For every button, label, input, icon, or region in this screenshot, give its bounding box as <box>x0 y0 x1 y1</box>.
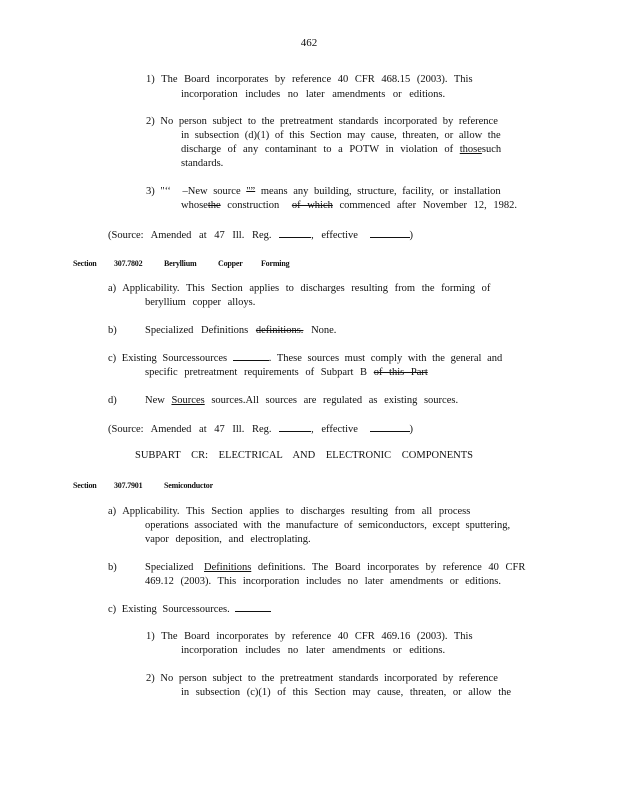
para-d2-line3 <box>181 143 501 157</box>
s2-c1-line1: 1) The Board incorporates by reference 40 CFR 469.16 (2003). This <box>146 631 473 642</box>
s2-b-label: b) <box>108 562 117 573</box>
s2-definitions-line2: 469.12 (2003). This incorporation includes no later amendments or editions. <box>145 576 501 587</box>
s2-existing-label: c) Existing Sourcessources. <box>108 604 230 615</box>
deleted-text-the: the <box>207 200 221 211</box>
para-d3-definition: means any building, structure, facility, or installation <box>260 186 501 197</box>
s2-definitions-pre: Specialized <box>145 562 194 573</box>
section-2-number: 307.7901 <box>114 481 143 490</box>
s1-existing-line1 <box>108 352 502 366</box>
source-note-1-prefix: (Source: Amended at 47 Ill. Reg. <box>108 230 272 241</box>
s1-existing-line2 <box>145 366 428 380</box>
s2-definitions-rest: definitions. The Board incorporates by reference 40 CFR <box>257 562 526 573</box>
s2-definitions-line1 <box>145 561 525 575</box>
deleted-text-definitions: definitions. <box>255 325 304 336</box>
section-title-word1: Beryllium <box>164 259 197 268</box>
deleted-text-of-which: of which <box>291 200 333 211</box>
source-note-2: (Source: Amended at 47 Ill. Reg. , effective ) <box>108 421 413 437</box>
s1-new-sources-rest: sources.All sources are regulated as existing sources. <box>211 395 459 406</box>
para-d3-construction: construction <box>227 200 280 211</box>
deleted-quote: "” <box>246 186 256 197</box>
para-d2-line4: standards. <box>181 158 224 169</box>
s2-applicability-line2: operations associated with the manufacture of semiconductors, except sputtering, <box>145 520 511 531</box>
deleted-text-of-this-part: of this Part <box>373 367 428 378</box>
page-number: 462 <box>300 37 318 49</box>
s1-b-label: b) <box>108 325 117 336</box>
blank-effective-date-2 <box>370 421 410 432</box>
para-d3-whose: whose <box>181 200 208 211</box>
section-label: Section <box>73 259 97 268</box>
para-d2-line3-text: discharge of any contaminant to a POTW in violation of <box>181 144 454 155</box>
s1-definitions-none: None. <box>311 325 337 336</box>
s1-definitions <box>145 324 336 338</box>
section-title-word3: Forming <box>261 259 290 268</box>
inserted-text-sources: Sources <box>171 395 205 406</box>
s2-c2-line1: 2) No person subject to the pretreatment standards incorporated by reference <box>146 673 498 684</box>
para-d3-line2 <box>181 199 517 213</box>
source-note-1-effective: , effective <box>311 230 358 241</box>
section-number: 307.7802 <box>114 259 143 268</box>
para-d1-line1: 1) The Board incorporates by reference 40 CFR 468.15 (2003). This <box>146 74 473 85</box>
section-title-word2: Copper <box>218 259 243 268</box>
deleted-dash <box>233 352 269 361</box>
para-d3-lead: 3) "‘‘ <box>146 186 171 197</box>
section-2-title: Semiconductor <box>164 481 213 490</box>
para-d2-line2: in subsection (d)(1) of this Section may cause, threaten, or allow the <box>181 130 501 141</box>
blank-effective-date <box>370 227 410 238</box>
para-d3-commenced: commenced after November 12, 1982. <box>339 200 518 211</box>
inserted-text-definitions: Definitions <box>204 562 252 573</box>
s1-existing-line2-text: specific pretreatment requirements of Subpart B <box>145 367 368 378</box>
s1-definitions-text: Specialized Definitions <box>145 325 249 336</box>
s2-existing <box>108 603 271 617</box>
subpart-heading: SUBPART CR: ELECTRICAL AND ELECTRONIC COMPONENTS <box>135 450 473 461</box>
source-note-2-prefix: (Source: Amended at 47 Ill. Reg. <box>108 424 272 435</box>
deleted-dash-2 <box>235 603 271 612</box>
para-d2-line1: 2) No person subject to the pretreatment standards incorporated by reference <box>146 116 498 127</box>
s2-c1-line2: incorporation includes no later amendments or editions. <box>181 645 446 656</box>
s1-applicability-line1: a) Applicability. This Section applies to discharges resulting from the forming of <box>108 283 491 294</box>
s2-applicability-line3: vapor deposition, and electroplating. <box>145 534 311 545</box>
blank-reg-number <box>279 227 311 238</box>
s2-c2-line2: in subsection (c)(1) of this Section may cause, threaten, or allow the <box>181 687 512 698</box>
para-d3-new-source: –New source <box>182 186 241 197</box>
para-d1-line2: incorporation includes no later amendments or editions. <box>181 89 446 100</box>
blank-reg-number-2 <box>279 421 311 432</box>
source-note-2-effective: , effective <box>311 424 358 435</box>
s1-applicability-line2: beryllium copper alloys. <box>145 297 256 308</box>
s1-new-text: New <box>145 395 165 406</box>
s1-existing-label: c) Existing Sourcessources <box>108 353 228 364</box>
s1-new-sources <box>145 394 458 408</box>
s1-d-label: d) <box>108 395 117 406</box>
para-d3-line1 <box>146 185 501 199</box>
source-note-1: (Source: Amended at 47 Ill. Reg. , effective ) <box>108 227 413 243</box>
s1-existing-text: . These sources must comply with the general and <box>268 353 503 364</box>
para-d2-such: such <box>481 144 502 155</box>
inserted-text-those: those <box>459 144 482 155</box>
section-2-label: Section <box>73 481 97 490</box>
s2-applicability-line1: a) Applicability. This Section applies to discharges resulting from all process <box>108 506 471 517</box>
